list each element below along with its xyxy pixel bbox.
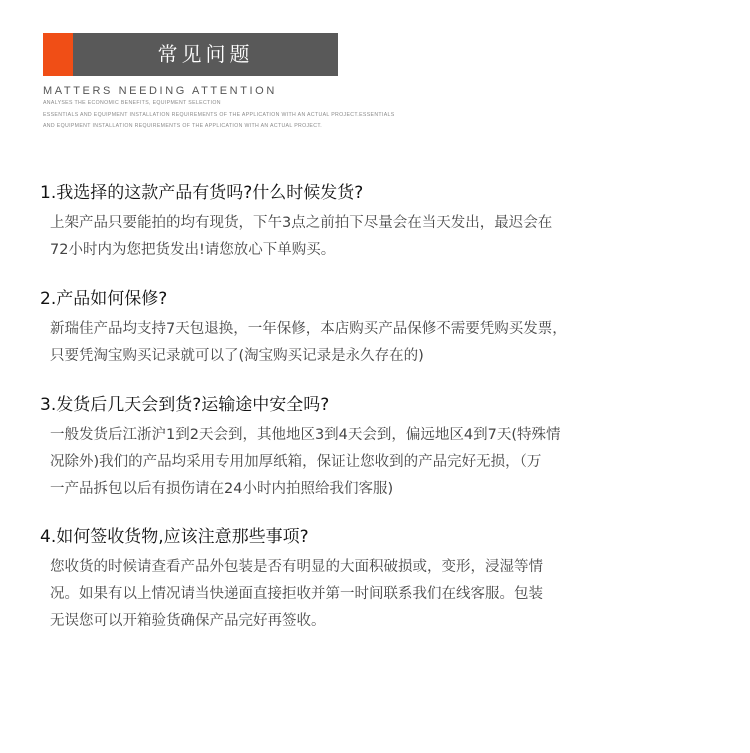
faq-answer-line: 只要凭淘宝购买记录就可以了(淘宝购买记录是永久存在的) bbox=[50, 348, 424, 364]
faq-answer bbox=[50, 554, 680, 635]
faq-answer-line: 您收货的时候请查看产品外包装是否有明显的大面积破损或，变形，浸湿等情 bbox=[50, 559, 543, 575]
page-title: 常见问题 bbox=[157, 42, 254, 66]
faq-item-4 bbox=[40, 525, 680, 635]
faq-question: 2.产品如何保修? bbox=[40, 289, 168, 309]
faq-answer-line: 上架产品只要能拍的均有现货，下午3点之前拍下尽量会在当天发出，最迟会在 bbox=[50, 215, 553, 231]
fine-print-line: ANALYSES THE ECONOMIC BENEFITS, EQUIPMENT SELECTION bbox=[43, 100, 221, 106]
faq-question: 1.我选择的这款产品有货吗?什么时候发货? bbox=[40, 183, 364, 203]
fine-print-line: AND EQUIPMENT INSTALLATION REQUIREMENTS OF THE APPLICATION WITH AN ACTUAL PROJECT. bbox=[43, 123, 323, 129]
faq-answer bbox=[50, 316, 680, 370]
faq-answer-line: 况除外)我们的产品均采用专用加厚纸箱，保证让您收到的产品完好无损，（万 bbox=[50, 454, 542, 470]
faq-item-1 bbox=[40, 181, 680, 264]
faq-answer-line: 新瑞佳产品均支持7天包退换，一年保修，本店购买产品保修不需要凭购买发票， bbox=[50, 321, 567, 337]
faq-item-3 bbox=[40, 393, 680, 503]
page-subtitle: MATTERS NEEDING ATTENTION bbox=[43, 85, 277, 97]
faq-answer-line: 况。如果有以上情况请当快递面直接拒收并第一时间联系我们在线客服。包装 bbox=[50, 586, 543, 602]
fine-print-line: ESSENTIALS AND EQUIPMENT INSTALLATION REQUIREMENTS OF THE APPLICATION WITH AN ACTUAL PROJECT.ESSENTIALS bbox=[43, 112, 395, 118]
faq-answer-line: 72小时内为您把货发出!请您放心下单购买。 bbox=[50, 242, 336, 258]
faq-question: 3.发货后几天会到货?运输途中安全吗? bbox=[40, 395, 330, 415]
faq-answer-line: 一般发货后江浙沪1到2天会到，其他地区3到4天会到，偏远地区4到7天(特殊情 bbox=[50, 427, 561, 443]
faq-item-2 bbox=[40, 287, 680, 370]
faq-answer-line: 一产品拆包以后有损伤请在24小时内拍照给我们客服) bbox=[50, 481, 394, 497]
faq-answer-line: 无误您可以开箱验货确保产品完好再签收。 bbox=[50, 613, 326, 629]
faq-answer bbox=[50, 422, 680, 503]
faq-answer bbox=[50, 210, 680, 264]
faq-question: 4.如何签收货物,应该注意那些事项? bbox=[40, 527, 309, 547]
banner-accent-block bbox=[43, 33, 73, 76]
title-banner bbox=[43, 33, 338, 76]
